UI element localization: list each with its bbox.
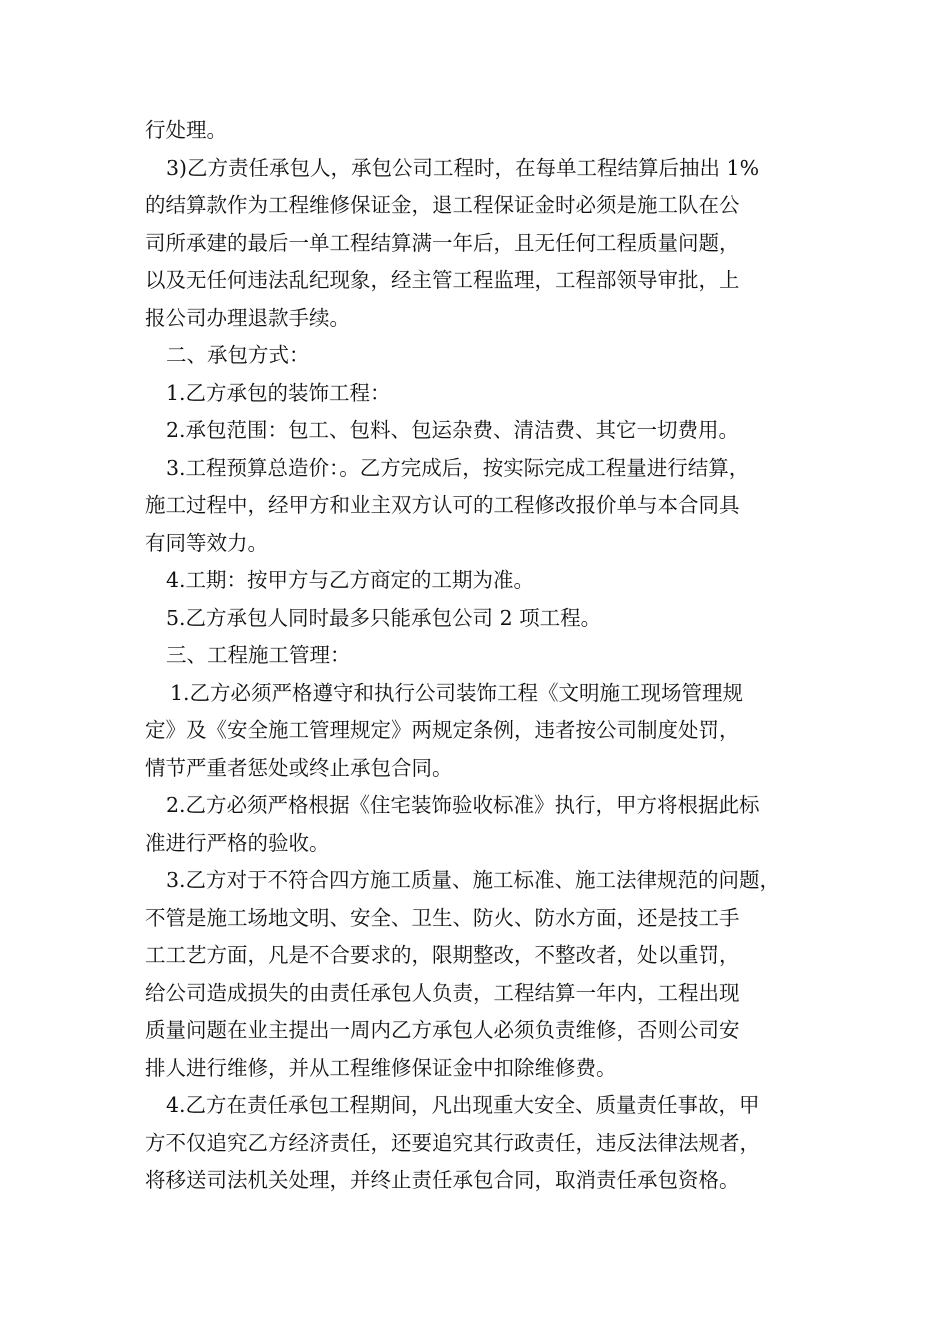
paragraph-line: 3.乙方对于不符合四方施工质量、施工标准、施工法律规范的问题， — [166, 868, 781, 892]
paragraph-line: 情节严重者惩处或终止承包合同。 — [145, 755, 453, 780]
paragraph-line: 的结算款作为工程维修保证金，退工程保证金时必须是施工队在公 — [145, 193, 740, 217]
paragraph-line: 1.乙方承包的装饰工程： — [166, 380, 391, 405]
paragraph-line: 5.乙方承包人同时最多只能承包公司 2 项工程。 — [166, 605, 602, 630]
paragraph-line: 质量问题在业主提出一周内乙方承包人必须负责维修，否则公司安 — [145, 1018, 740, 1042]
paragraph-line: 4.乙方在责任承包工程期间，凡出现重大安全、质量责任事故，甲 — [166, 1093, 760, 1117]
paragraph-line: 定》及《安全施工管理规定》两规定条例，违者按公司制度处罚， — [145, 718, 740, 742]
paragraph-line: 3)乙方责任承包人，承包公司工程时，在每单工程结算后抽出 1% — [166, 155, 760, 180]
paragraph-line: 不管是施工场地文明、安全、卫生、防火、防水方面，还是技工手 — [145, 905, 740, 930]
paragraph-line: 司所承建的最后一单工程结算满一年后，且无任何工程质量问题， — [145, 230, 740, 255]
paragraph-line: 准进行严格的验收。 — [145, 830, 330, 855]
paragraph-line: 排人进行维修，并从工程维修保证金中扣除维修费。 — [145, 1055, 617, 1080]
paragraph-line: 3.工程预算总造价：。乙方完成后，按实际完成工程量进行结算， — [166, 455, 750, 480]
paragraph-line: 1.乙方必须严格遵守和执行公司装饰工程《文明施工现场管理规 — [170, 680, 744, 705]
paragraph-line: 工工艺方面，凡是不合要求的，限期整改，不整改者，处以重罚， — [145, 943, 740, 967]
paragraph-line: 以及无任何违法乱纪现象，经主管工程监理，工程部领导审批，上 — [145, 268, 740, 292]
paragraph-line: 将移送司法机关处理，并终止责任承包合同，取消责任承包资格。 — [145, 1168, 740, 1192]
paragraph-line: 4.工期：按甲方与乙方商定的工期为准。 — [166, 568, 535, 592]
section-heading: 三、工程施工管理： — [166, 643, 351, 667]
document-body — [145, 112, 810, 1200]
paragraph-line: 给公司造成损失的由责任承包人负责，工程结算一年内，工程出现 — [145, 980, 740, 1005]
paragraph-line: 报公司办理退款手续。 — [145, 305, 350, 330]
paragraph-line: 2.承包范围：包工、包料、包运杂费、清洁费、其它一切费用。 — [166, 418, 740, 442]
section-heading: 二、承包方式： — [166, 343, 310, 367]
paragraph-line: 行处理。 — [145, 118, 227, 142]
paragraph-line: 有同等效力。 — [145, 530, 268, 555]
paragraph-line: 2.乙方必须严格根据《住宅装饰验收标准》执行，甲方将根据此标 — [166, 793, 760, 817]
paragraph-line: 施工过程中，经甲方和业主双方认可的工程修改报价单与本合同具 — [145, 493, 740, 517]
paragraph-line: 方不仅追究乙方经济责任，还要追究其行政责任，违反法律法规者， — [145, 1130, 760, 1155]
